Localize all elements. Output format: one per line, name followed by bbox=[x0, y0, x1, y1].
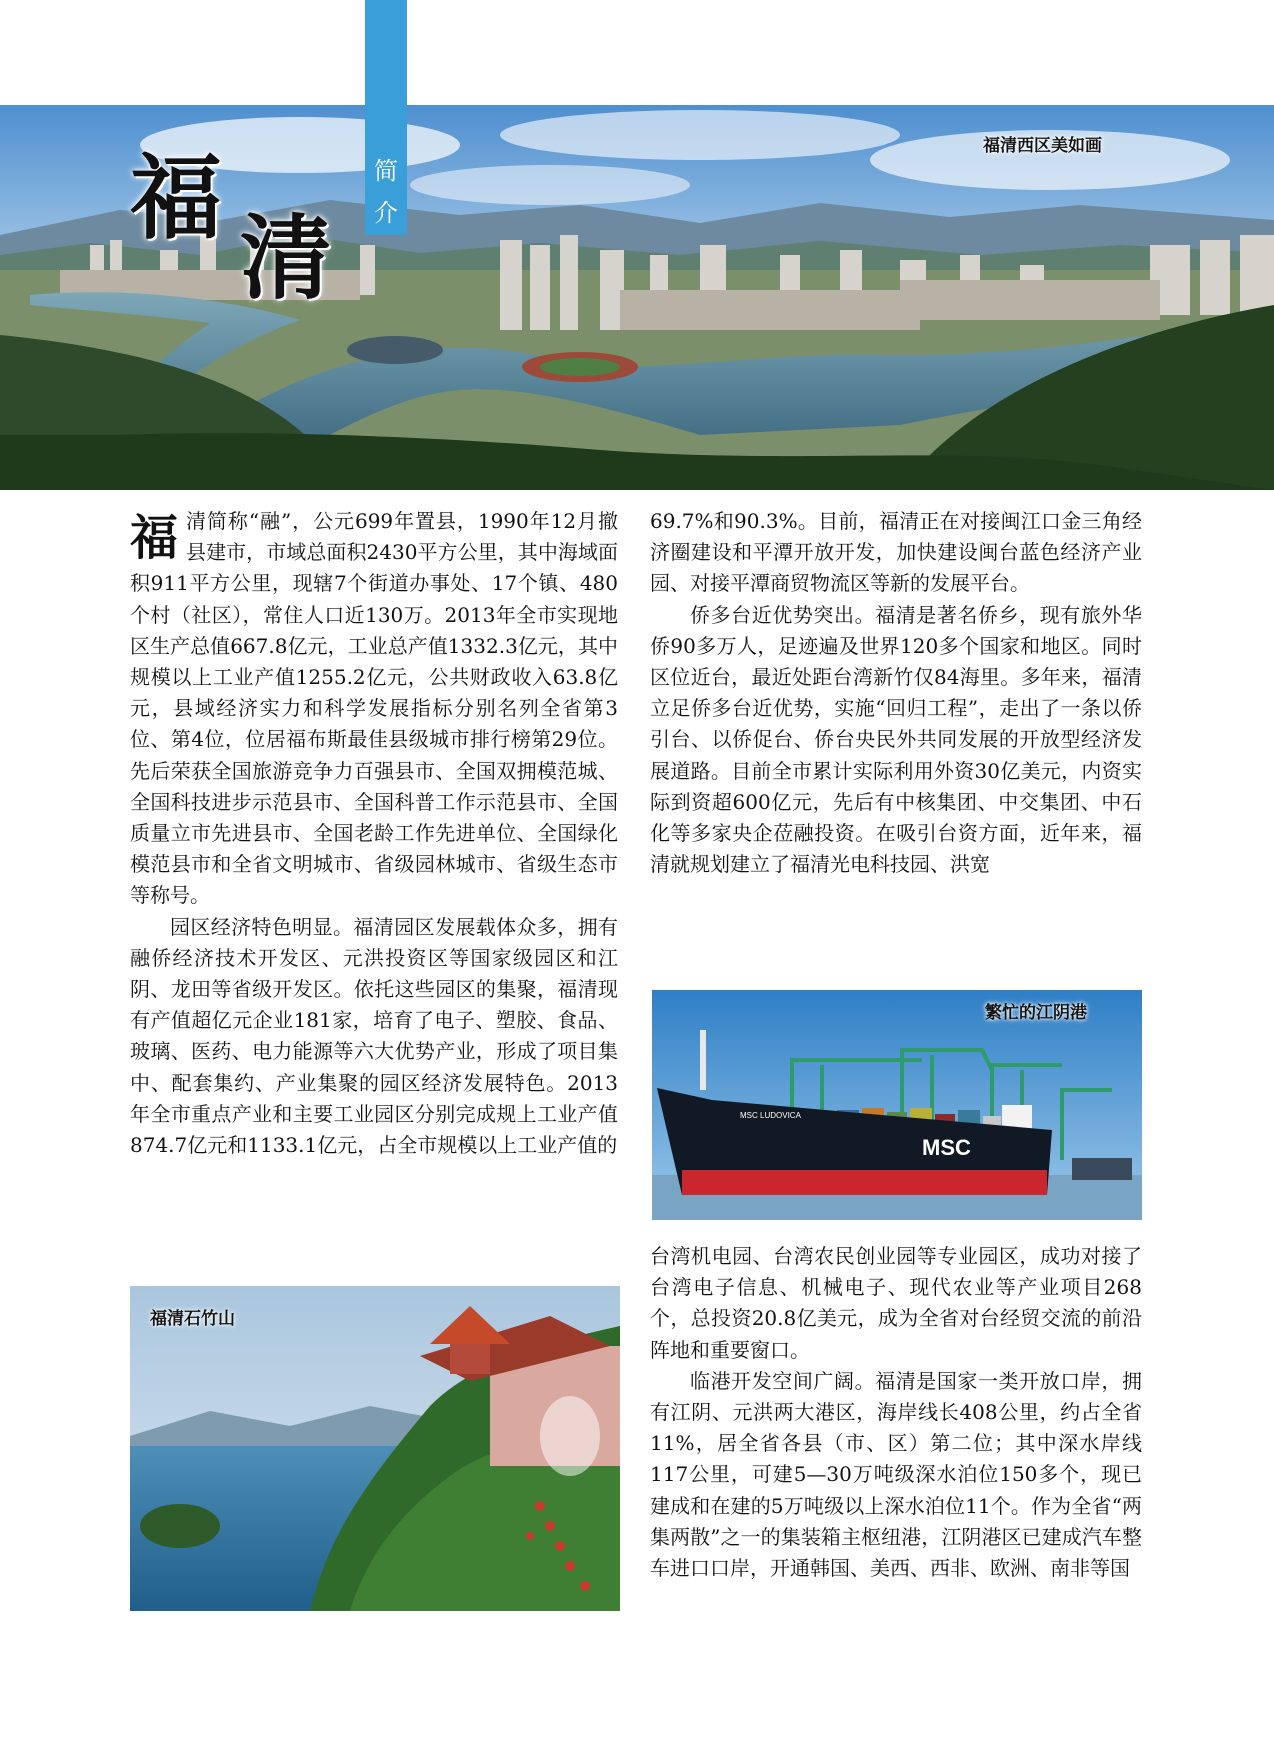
port-caption: 繁忙的江阴港 bbox=[985, 1003, 1087, 1023]
ship-hull-text: MSC bbox=[922, 1135, 971, 1160]
overseas-advantage-paragraph: 侨多台近优势突出。福清是著名侨乡，现有旅外华侨90多万人，足迹遍及世界120多个国家和地区。同时区位近台，最近处距台湾新竹仅84海里。多年来，福清立足侨多台近优势，实施“回归工程”，走出了一条以侨引台、以侨促台、侨台央民外共同发展的开放型经济发展道路。目前全市累计实际利用外资30亿美元，内资实际到资超600亿元，先后有中核集团、中交集团、中石化等多家央企莅融投资。在吸引台资方面，近年来，福清就规划建立了福清光电科技园、洪宽 bbox=[650, 602, 1142, 877]
mountain-temple-photo bbox=[130, 1286, 620, 1611]
park-economy-continuation: 69.7%和90.3%。目前，福清正在对接闽江口金三角经济圈建设和平潭开放开发，加快建设闽台蓝色经济产业园、对接平潭商贸物流区等新的发展平台。 bbox=[650, 509, 1142, 596]
right-column-upper bbox=[650, 506, 1142, 880]
left-column bbox=[130, 506, 618, 1161]
right-column-lower bbox=[650, 1241, 1142, 1584]
overseas-advantage-continuation: 台湾机电园、台湾农民创业园等专业园区，成功对接了台湾电子信息、机械电子、现代农业等产业项目268个，总投资20.8亿美元，成为全省对台经贸交流的前沿阵地和重要窗口。 bbox=[650, 1244, 1142, 1362]
park-economy-paragraph: 园区经济特色明显。福清园区发展载体众多，拥有融侨经济技术开发区、元洪投资区等国家级园区和江阴、龙田等省级开发区。依托这些园区的集聚，福清现有产值超亿元企业181家，培育了电子、塑胶、食品、玻璃、医药、电力能源等六大优势产业，形成了项目集中、配套集约、产业集聚的园区经济发展特色。2013年全市重点产业和主要工业园区分别完成规上工业产值874.7亿元和1133.1亿元，占全市规模以上工业产值的 bbox=[130, 914, 618, 1158]
page-title-char-2: 清 bbox=[240, 205, 333, 312]
section-tab-label: 简介 bbox=[374, 157, 398, 227]
port-photo bbox=[652, 990, 1142, 1220]
ship-name: MSC LUDOVICA bbox=[740, 1111, 801, 1120]
port-development-paragraph: 临港开发空间广阔。福清是国家一类开放口岸，拥有江阴、元洪两大港区，海岸线长408公里，约占全省11%，居全省各县（市、区）第二位；其中深水岸线117公里，可建5—30万吨级深水泊位150多个，现已建成和在建的5万吨级以上深水泊位11个。作为全省“两集两散”之一的集装箱主枢纽港，江阴港区已建成汽车整车进口口岸，开通韩国、美西、西非、欧洲、南非等国 bbox=[650, 1368, 1142, 1581]
drop-cap: 福 bbox=[130, 510, 179, 566]
hero-caption: 福清西区美如画 bbox=[983, 136, 1102, 156]
intro-paragraph-text: 清简称“融”，公元699年置县，1990年12月撤县建市，市域总面积2430平方公里，其中海域面积911平方公里，现辖7个街道办事处、17个镇、480个村（社区），常住人口近130万。2013年全市实现地区生产总值667.8亿元，工业总产值1332.3亿元，其中规模以上工业产值1255.2亿元，公共财政收入63.8亿元，县域经济实力和科学发展指标分别名列全省第3位、第4位，位居福布斯最佳县级城市排行榜第29位。先后荣获全国旅游竞争力百强县市、全国双拥模范城、全国科技进步示范县市、全国科普工作示范县市、全国质量立市先进县市、全国老龄工作先进单位、全国绿化模范县市和全省文明城市、省级园林城市、省级生态市等称号。 bbox=[130, 509, 618, 908]
mountain-caption: 福清石竹山 bbox=[150, 1309, 235, 1329]
intro-paragraph bbox=[130, 506, 618, 912]
page-title-char-1: 福 bbox=[130, 145, 223, 252]
